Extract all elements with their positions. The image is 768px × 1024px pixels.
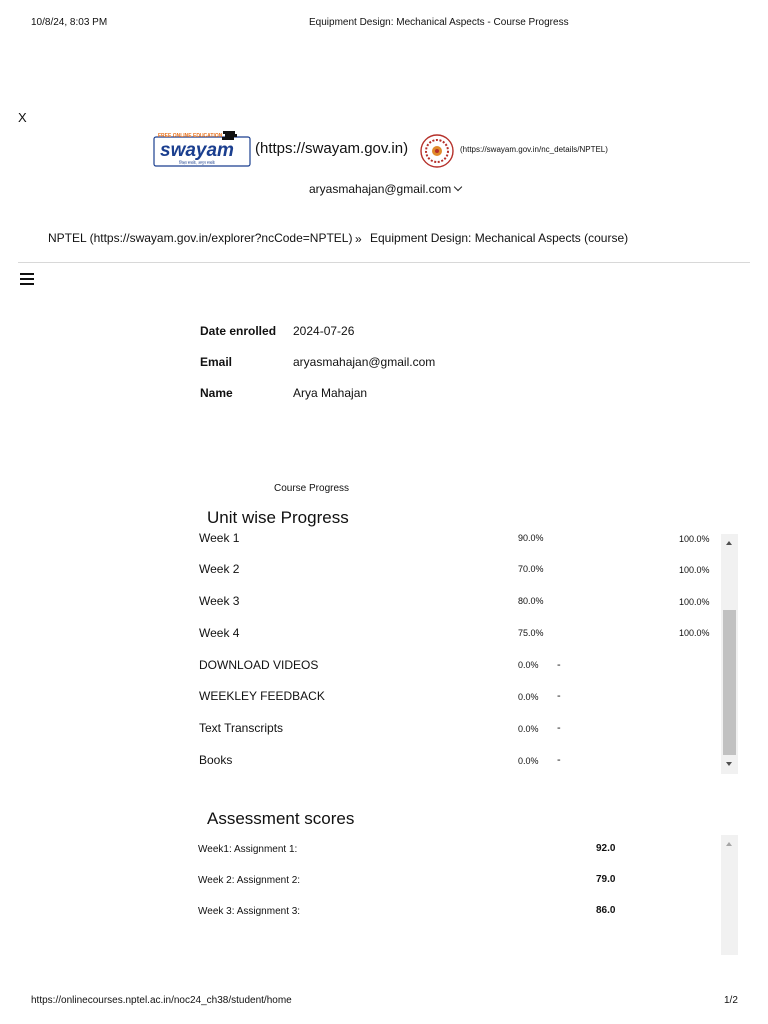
profile-value-email: aryasmahajan@gmail.com: [293, 355, 436, 369]
swayam-logo[interactable]: [153, 130, 251, 168]
scroll-down-arrow-icon[interactable]: [726, 762, 732, 766]
assessment-title: Assessment scores: [207, 809, 355, 828]
unit-name: WEEKLEY FEEDBACK: [199, 689, 325, 703]
print-footer-url: https://onlinecourses.nptel.ac.in/noc24_ch38/student/home: [31, 995, 292, 1006]
profile-label-date-enrolled: Date enrolled: [200, 324, 277, 338]
unit-progress: 100.0%: [679, 565, 710, 575]
unit-progress: 100.0%: [679, 534, 710, 544]
nptel-logo[interactable]: [419, 133, 455, 169]
assessment-list-scrollbar[interactable]: [721, 835, 738, 955]
profile-label-email: Email: [200, 355, 233, 369]
assessment-score: 79.0: [596, 874, 616, 885]
swayam-motto: शिक्षा सबके, अमृत सबके: [179, 160, 215, 165]
course-progress-heading: Course Progress: [274, 483, 350, 494]
user-email: aryasmahajan@gmail.com: [309, 182, 452, 196]
scroll-up-arrow-icon[interactable]: [726, 842, 732, 846]
print-date: 10/8/24, 8:03 PM: [31, 17, 108, 28]
unit-progress: -: [557, 722, 561, 734]
assessment-score: 86.0: [596, 905, 616, 916]
unit-score: 0.0%: [518, 692, 539, 702]
scroll-up-arrow-icon[interactable]: [726, 541, 732, 545]
unit-progress: 100.0%: [679, 628, 710, 638]
nptel-details-link[interactable]: (https://swayam.gov.in/nc_details/NPTEL): [460, 145, 608, 154]
unit-progress: -: [557, 690, 561, 702]
unit-name: DOWNLOAD VIDEOS: [199, 658, 319, 672]
unit-progress: -: [557, 754, 561, 766]
unit-name: Week 4: [199, 626, 240, 640]
unit-name: Text Transcripts: [199, 721, 284, 735]
close-button[interactable]: X: [18, 110, 27, 125]
unit-name: Books: [199, 753, 233, 767]
header-divider: [18, 262, 750, 263]
breadcrumb-separator: »: [355, 232, 362, 246]
unit-score: 0.0%: [518, 724, 539, 734]
unit-score: 0.0%: [518, 756, 539, 766]
assessment-name: Week 3: Assignment 3:: [198, 906, 301, 917]
unit-score: 75.0%: [518, 628, 544, 638]
menu-icon[interactable]: [20, 273, 34, 285]
unit-progress: -: [557, 659, 561, 671]
profile-value-name: Arya Mahajan: [293, 386, 368, 400]
swayam-wordmark: swayam: [160, 140, 234, 161]
chevron-down-icon: [454, 183, 462, 191]
assessment-name: Week1: Assignment 1:: [198, 844, 298, 855]
unit-name: Week 2: [199, 562, 240, 576]
assessment-name: Week 2: Assignment 2:: [198, 875, 301, 886]
print-page-number: 1/2: [724, 995, 738, 1006]
profile-value-date-enrolled: 2024-07-26: [293, 324, 355, 338]
unit-score: 80.0%: [518, 596, 544, 606]
unit-name: Week 1: [199, 531, 240, 545]
breadcrumb-nptel-link[interactable]: NPTEL (https://swayam.gov.in/explorer?ncCode=NPTEL): [48, 231, 353, 245]
swayam-tagline: FREE ONLINE EDUCATION: [158, 133, 223, 139]
unit-progress: 100.0%: [679, 597, 710, 607]
unit-progress-title: Unit wise Progress: [207, 508, 349, 527]
breadcrumb-course-link[interactable]: Equipment Design: Mechanical Aspects (course): [370, 231, 629, 245]
assessment-score: 92.0: [596, 843, 616, 854]
unit-score: 90.0%: [518, 533, 544, 543]
swayam-home-link[interactable]: (https://swayam.gov.in): [255, 140, 409, 157]
unit-name: Week 3: [199, 594, 240, 608]
profile-label-name: Name: [200, 386, 233, 400]
user-menu[interactable]: [309, 182, 461, 196]
unit-list-scroll-thumb[interactable]: [723, 610, 736, 755]
unit-score: 0.0%: [518, 660, 539, 670]
print-page-title: Equipment Design: Mechanical Aspects - Course Progress: [309, 17, 569, 28]
unit-score: 70.0%: [518, 564, 544, 574]
